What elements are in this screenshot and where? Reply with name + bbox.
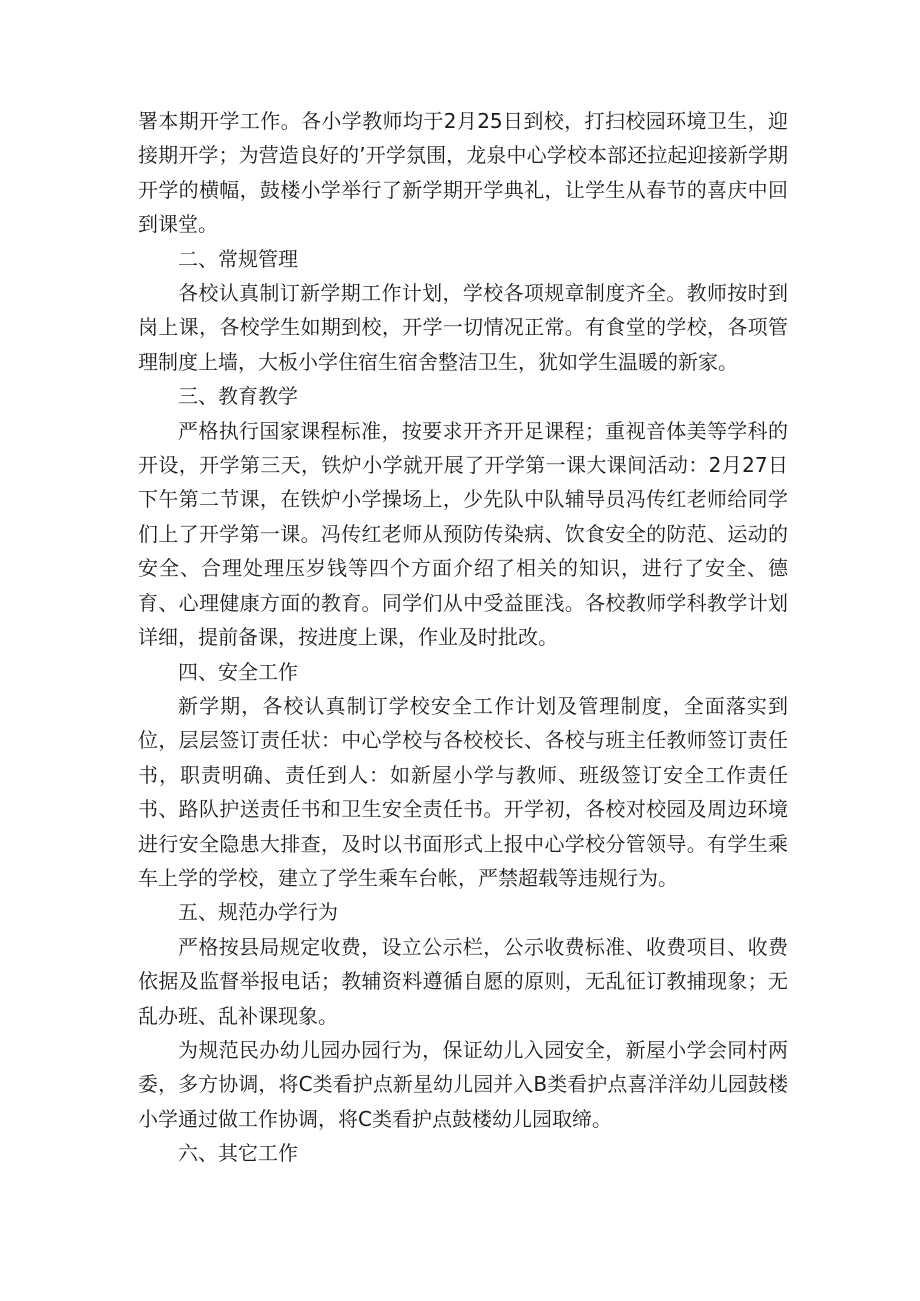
paragraph-safety-work: 新学期，各校认真制订学校安全工作计划及管理制度，全面落实到位，层层签订责任状：中心学校与各校校长、各校与班主任教师签订责任书，职责明确、责任到人：如新屋小学与教师、班级签订安全工作责任书、路队护送责任书和卫生安全责任书。开学初，各校对校园及周边环境进行安全隐患大排查，及时以书面形式上报中心学校分管领导。有学生乘车上学的学校，建立了学生乘车台帐，严禁超载等违规行为。	[138, 693, 788, 890]
paragraph-kindergarten-regulation: 为规范民办幼儿园办园行为，保证幼儿入园安全，新屋小学会同村两委，多方协调，将C类看护点新星幼儿园并入B类看护点喜洋洋幼儿园鼓楼小学通过做工作协调，将C类看护点鼓楼幼儿园取缔。	[138, 1037, 788, 1131]
heading-other-work: 六、其它工作	[178, 1141, 298, 1166]
paragraph-fees-regulation: 严格按县局规定收费，设立公示栏，公示收费标准、收费项目、收费依据及监督举报电话；教辅资料遵循自愿的原则，无乱征订教捕现象；无乱办班、乱补课现象。	[138, 934, 788, 1028]
heading-routine-management: 二、常规管理	[178, 246, 298, 271]
paragraph-education-teaching: 严格执行国家课程标准，按要求开齐开足课程；重视音体美等学科的开设，开学第三天，铁炉小学就开展了开学第一课大课间活动：2月27日下午第二节课，在铁炉小学操场上，少先队中队辅导员冯传红老师给同学们上了开学第一课。冯传红老师从预防传染病、饮食安全的防范、运动的安全、合理处理压岁钱等四个方面介绍了相关的知识，进行了安全、德育、心理健康方面的教育。同学们从中受益匪浅。各校教师学科教学计划详细，提前备课，按进度上课，作业及时批改。	[138, 418, 788, 650]
paragraph-routine-management: 各校认真制订新学期工作计划，学校各项规章制度齐全。教师按时到岗上课，各校学生如期到校，开学一切情况正常。有食堂的学校，各项管理制度上墙，大板小学住宿生宿舍整洁卫生，犹如学生温暖的新家。	[138, 281, 788, 374]
paragraph-opening: 署本期开学工作。各小学教师均于2月25日到校，打扫校园环境卫生，迎接期开学；为营造良好的’开学氛围，龙泉中心学校本部还拉起迎接新学期开学的横幅，鼓楼小学举行了新学期开学典礼，让学生从春节的喜庆中回到课堂。	[138, 109, 788, 237]
heading-education-teaching: 三、教育教学	[178, 384, 298, 409]
heading-regulate-school-behavior: 五、规范办学行为	[178, 900, 338, 925]
heading-safety-work: 四、安全工作	[178, 659, 298, 684]
document-body	[138, 104, 788, 1171]
